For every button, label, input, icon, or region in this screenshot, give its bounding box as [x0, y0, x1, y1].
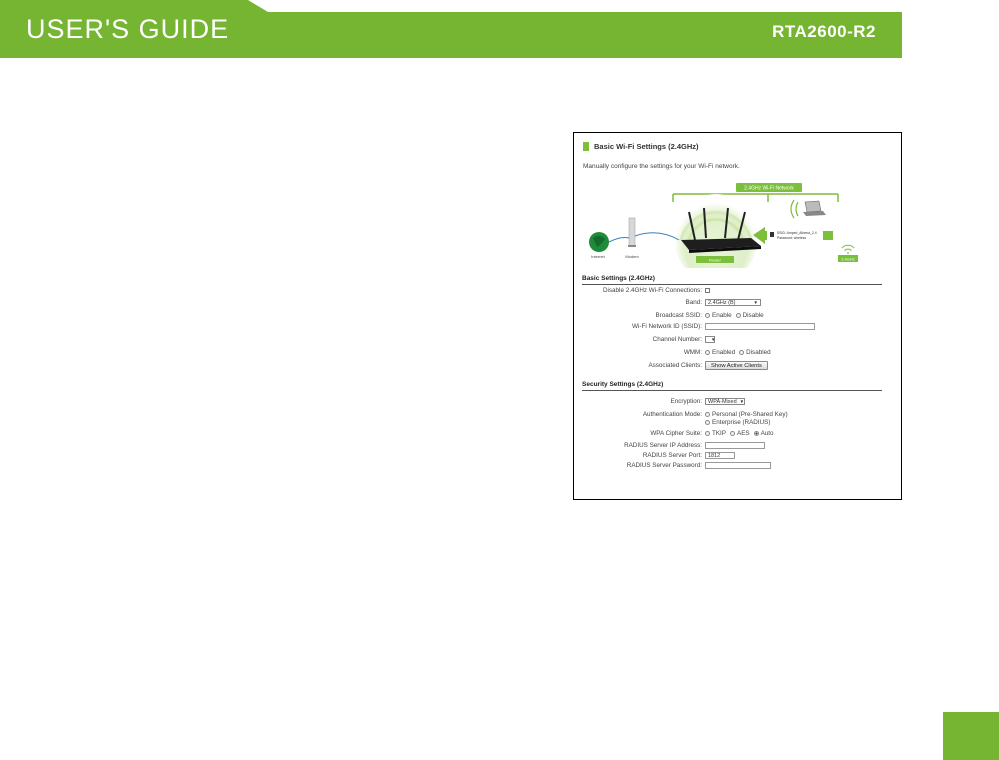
broadcast-ssid-label: Broadcast SSID: [655, 312, 702, 319]
encryption-label: Encryption: [670, 398, 702, 405]
wmm-label: WMM: [683, 349, 702, 356]
cable-line [635, 233, 679, 240]
encryption-select-value: WPA-Mixed [708, 398, 737, 405]
band-row [574, 298, 894, 307]
wmm-enabled-radio[interactable] [705, 350, 710, 355]
basic-settings-heading: Basic Settings (2.4GHz) [582, 275, 655, 282]
modem-base [628, 245, 636, 247]
band-badge-label: 2.4GHz [841, 256, 855, 262]
ssid-input[interactable] [705, 323, 815, 330]
radius-port-label: RADIUS Server Port: [642, 452, 702, 459]
channel-select[interactable] [705, 336, 715, 343]
radius-ip-row [574, 441, 894, 450]
cable-line [609, 238, 629, 243]
auth-enterprise-row [574, 418, 894, 427]
guide-title: USER'S GUIDE [26, 14, 230, 44]
chevron-down-icon: ▼ [739, 399, 745, 404]
disable-wifi-row [574, 286, 894, 295]
broadcast-disable-label: Disable [742, 312, 764, 319]
ssid-label: Wi-Fi Network ID (SSID): [632, 323, 702, 330]
ssid-callout-line2: Password: wireless [777, 236, 807, 240]
band-label: Band: [685, 299, 702, 306]
section-divider [582, 284, 882, 285]
radius-port-input[interactable]: 1812 [705, 452, 735, 459]
laptop-icon [803, 201, 826, 216]
broadcast-disable-radio[interactable] [736, 313, 741, 318]
radius-ip-label: RADIUS Server IP Address: [624, 442, 702, 449]
section-divider [582, 390, 882, 391]
router-label: Router [708, 257, 722, 263]
page-corner-tab [943, 712, 999, 760]
wmm-row [574, 348, 894, 357]
auth-personal-radio[interactable] [705, 412, 710, 417]
auth-enterprise-radio[interactable] [705, 420, 710, 425]
encryption-row [574, 397, 894, 406]
chevron-down-icon: ▼ [711, 337, 716, 342]
cipher-tkip-label: TKIP [712, 430, 726, 437]
wireless-wave-icon [796, 202, 798, 216]
cipher-suite-label: WPA Cipher Suite: [650, 430, 702, 437]
ssid-callout-line1: SSID: Amped_Athena_2.4 [777, 231, 817, 235]
associated-clients-label: Associated Clients: [648, 362, 702, 369]
network-diagram [583, 178, 895, 268]
disable-wifi-label: Disable 2.4GHz Wi-Fi Connections: [602, 287, 702, 294]
lock-icon [770, 232, 774, 237]
radius-password-input[interactable] [705, 462, 771, 469]
model-name: RTA2600-R2 [772, 22, 876, 41]
panel-title: Basic Wi-Fi Settings (2.4GHz) [594, 142, 699, 151]
header-banner [0, 0, 902, 58]
wifi-settings-screenshot [573, 132, 902, 500]
wmm-disabled-radio[interactable] [739, 350, 744, 355]
wmm-disabled-label: Disabled [746, 349, 771, 356]
auth-mode-label: Authentication Mode: [642, 411, 702, 418]
broadcast-ssid-row [574, 311, 894, 320]
band-select-value: 2.4GHz (B) [708, 299, 736, 306]
radius-password-label: RADIUS Server Password: [626, 462, 702, 469]
internet-label: Internet [591, 254, 605, 259]
radius-port-row [574, 451, 894, 460]
panel-description: Manually configure the settings for your Wi-Fi network. [583, 163, 740, 170]
network-label: 2.4GHz Wi-Fi Network [744, 185, 794, 192]
modem-label: Modem [625, 254, 639, 259]
wmm-enabled-label: Enabled [712, 349, 736, 356]
associated-clients-row [574, 361, 894, 370]
broadcast-enable-label: Enable [712, 312, 732, 319]
channel-label: Channel Number: [652, 336, 702, 343]
cipher-auto-radio[interactable] [754, 431, 759, 436]
cipher-tkip-radio[interactable] [705, 431, 710, 436]
show-active-clients-button[interactable]: Show Active Clients [705, 361, 768, 370]
band-select[interactable] [705, 299, 761, 306]
cipher-aes-radio[interactable] [730, 431, 735, 436]
ssid-row [574, 322, 894, 331]
auth-personal-label: Personal (Pre-Shared Key) [712, 411, 788, 418]
panel-title-row [583, 142, 699, 151]
cipher-aes-label: AES [737, 430, 750, 437]
channel-row [574, 335, 894, 344]
chevron-down-icon: ▼ [753, 300, 758, 305]
radius-ip-input[interactable] [705, 442, 765, 449]
auth-enterprise-label: Enterprise (RADIUS) [712, 419, 771, 426]
disable-wifi-checkbox[interactable] [705, 288, 710, 293]
encryption-select[interactable] [705, 398, 745, 405]
broadcast-enable-radio[interactable] [705, 313, 710, 318]
radius-password-row [574, 461, 894, 470]
title-marker-icon [583, 142, 589, 151]
cipher-auto-label: Auto [760, 430, 774, 437]
wireless-wave-icon [791, 200, 794, 218]
cipher-suite-row [574, 429, 894, 438]
security-settings-heading: Security Settings (2.4GHz) [582, 381, 664, 388]
wifi-icon [842, 245, 854, 254]
modem-icon [629, 218, 635, 246]
